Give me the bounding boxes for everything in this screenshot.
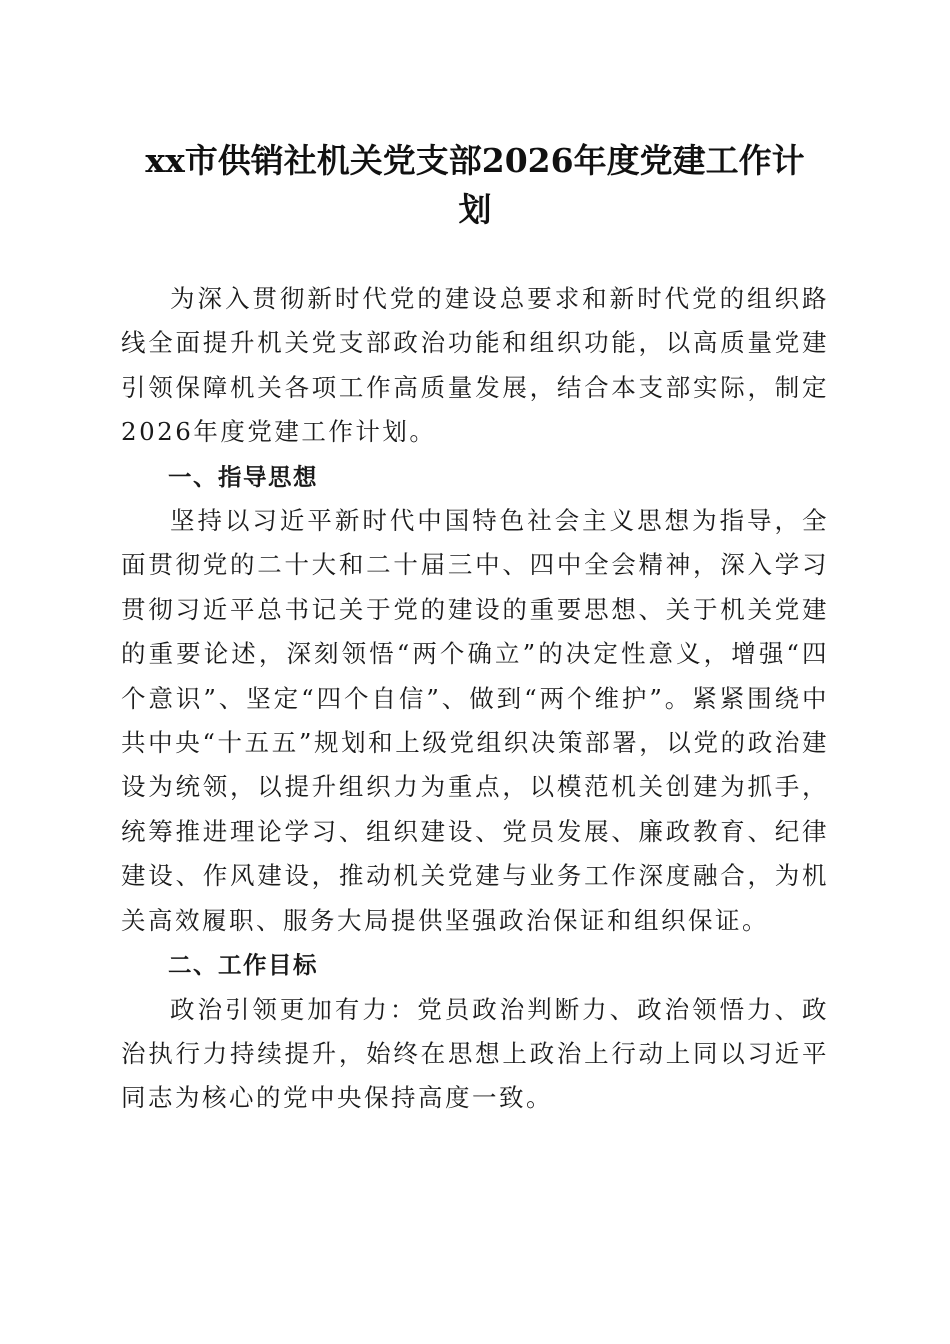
section-heading-guiding-ideology: 一、指导思想 bbox=[168, 462, 318, 491]
intro-paragraph: 为深入贯彻新时代党的建设总要求和新时代党的组织路线全面提升机关党支部政治功能和组织功能，以高质量党建引领保障机关各项工作高质量发展，结合本支部实际，制定2026年度党建工作计划。 bbox=[121, 284, 829, 447]
section-heading-work-goals: 二、工作目标 bbox=[168, 951, 318, 980]
section-paragraph-work-goals: 政治引领更加有力：党员政治判断力、政治领悟力、政治执行力持续提升，始终在思想上政治上行动上同以习近平同志为核心的党中央保持高度一致。 bbox=[121, 994, 829, 1113]
title-line-1: xx市供销社机关党支部2026年度党建工作计 bbox=[145, 141, 805, 180]
document-body bbox=[121, 277, 829, 1121]
document-title bbox=[100, 136, 850, 234]
section-paragraph-guiding-ideology: 坚持以习近平新时代中国特色社会主义思想为指导，全面贯彻党的二十大和二十届三中、四中全会精神，深入学习贯彻习近平总书记关于党的建设的重要思想、关于机关党建的重要论述，深刻领悟“两个确立”的决定性意义，增强“四个意识”、坚定“四个自信”、做到“两个维护”。紧紧围绕中共中央“十五五”规划和上级党组织决策部署，以党的政治建设为统领，以提升组织力为重点，以模范机关创建为抓手，统筹推进理论学习、组织建设、党员发展、廉政教育、纪律建设、作风建设，推动机关党建与业务工作深度融合，为机关高效履职、服务大局提供坚强政治保证和组织保证。 bbox=[121, 506, 829, 935]
title-line-2: 划 bbox=[458, 190, 492, 229]
